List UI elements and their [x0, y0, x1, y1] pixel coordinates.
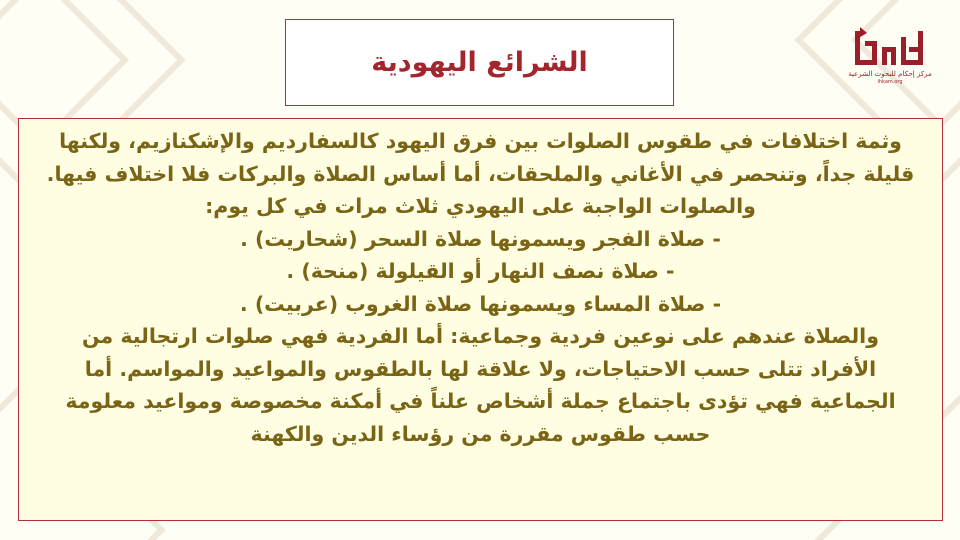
ihkam-logo-mark [851, 27, 929, 69]
logo-subtitle: مركز إحكام للبحوث الشرعية [848, 70, 932, 78]
title-box [285, 19, 674, 106]
body-line: - صلاة الفجر ويسمونها صلاة السحر (شحاريت) . [240, 226, 721, 251]
body-line: حسب طقوس مقررة من رؤساء الدين والكهنة [250, 421, 711, 446]
slide-title: الشرائع اليهودية [371, 47, 588, 78]
body-line: - صلاة نصف النهار أو القيلولة (منحة) . [286, 259, 675, 283]
body-line: - صلاة المساء ويسمونها صلاة الغروب (عربيت) . [239, 291, 722, 316]
ihkam-logo [845, 27, 935, 97]
body-line: والصلاة عندهم على نوعين فردية وجماعية: أما الفردية فهي صلوات ارتجالية من [82, 324, 879, 348]
logo-url: ihkam.org [877, 79, 903, 85]
body-line: وثمة اختلافات في طقوس الصلوات بين فرق اليهود كالسفارديم والإشكنازيم، ولكنها [59, 129, 902, 153]
body-line: الأفراد تتلى حسب الاحتياجات، ولا علاقة لها بالطقوس والمواعيد والمواسم. أما [84, 356, 877, 381]
content-box [18, 118, 943, 521]
body-line: الجماعية فهي تؤدى باجتماع جملة أشخاص علناً في أمكنة مخصوصة ومواعيد معلومة [65, 389, 896, 413]
body-line: والصلوات الواجبة على اليهودي ثلاث مرات في كل يوم: [205, 194, 756, 218]
body-line: قليلة جداً، وتنحصر في الأغاني والملحقات، أما أساس الصلاة والبركات فلا اختلاف فيها. [46, 161, 915, 186]
